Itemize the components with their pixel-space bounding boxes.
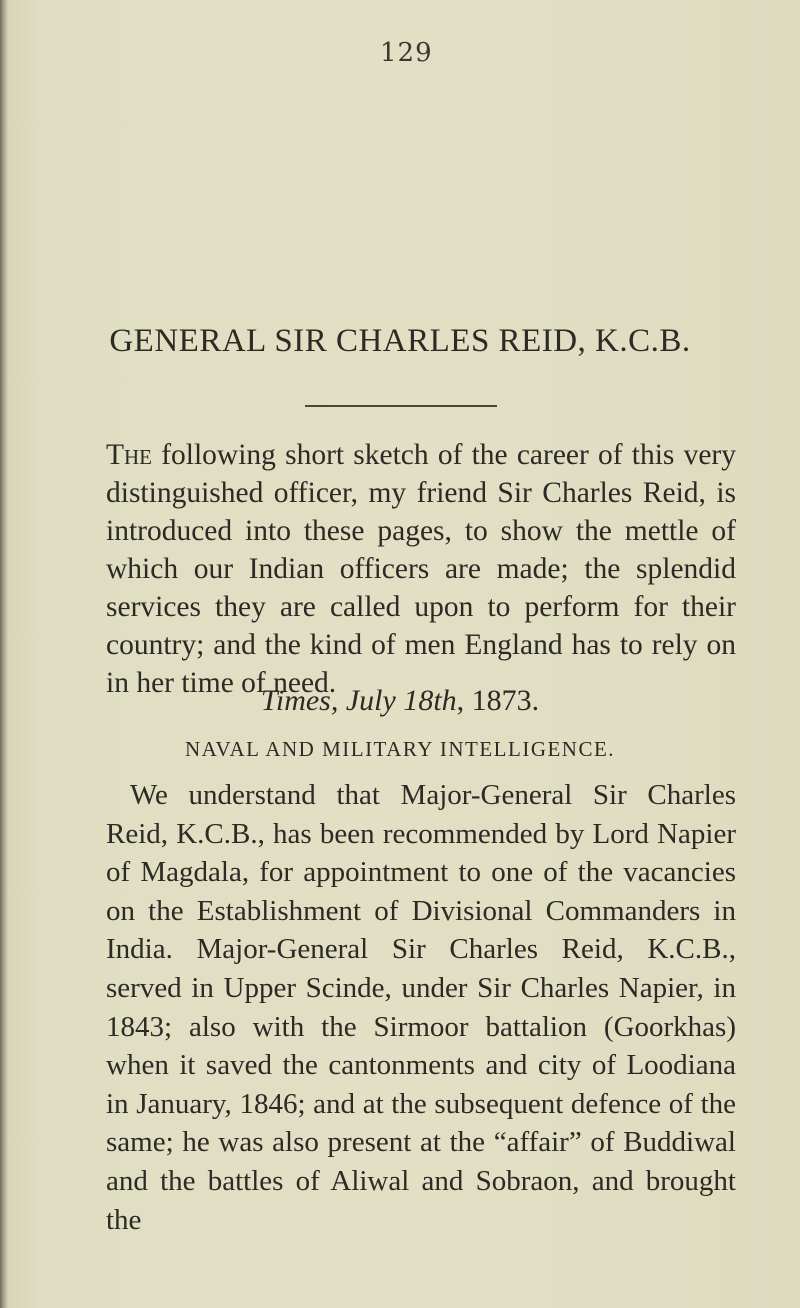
intro-lead-word: The: [106, 439, 153, 471]
intro-paragraph: [106, 436, 736, 702]
page-binding-edge: [0, 0, 8, 1308]
chapter-title: GENERAL SIR CHARLES REID, K.C.B.: [109, 323, 691, 359]
dateline-year: , 1873.: [456, 684, 540, 717]
section-heading: NAVAL AND MILITARY INTELLIGENCE.: [184, 737, 616, 761]
page-number: 129: [380, 38, 433, 68]
dateline-prefix: Times, July 18: [260, 684, 434, 717]
newspaper-dateline: [60, 684, 740, 718]
dateline-suffix: th: [433, 684, 457, 717]
article-text: We understand that Major-General Sir Charles Reid, K.C.B., has been recommended by Lord Napier of Magdala, for appointment to one of the vacancies on the Establishment of Divisional Commanders in India. Major-General Sir Charles Reid, K.C.B., served in Upper Scinde, under Sir Charles Napier, in 1843; also with the Sirmoor battalion (Goorkhas) when it saved the cantonments and city of Loodiana in January, 1846; and at the subsequent defence of the same; he was also present at the “affair” of Buddiwal and the battles of Aliwal and Sobraon, and brought the: [106, 779, 736, 1236]
article-paragraph: [106, 776, 736, 1239]
intro-text: following short sketch of the career of this very distinguished officer, my friend Sir Charles Reid, is introduced into these pages, to show the mettle of which our Indian officers are made; the splendid services they are called upon to perform for their country; and the kind of men England has to rely on in her time of need.: [106, 439, 737, 699]
title-divider: [305, 405, 497, 407]
